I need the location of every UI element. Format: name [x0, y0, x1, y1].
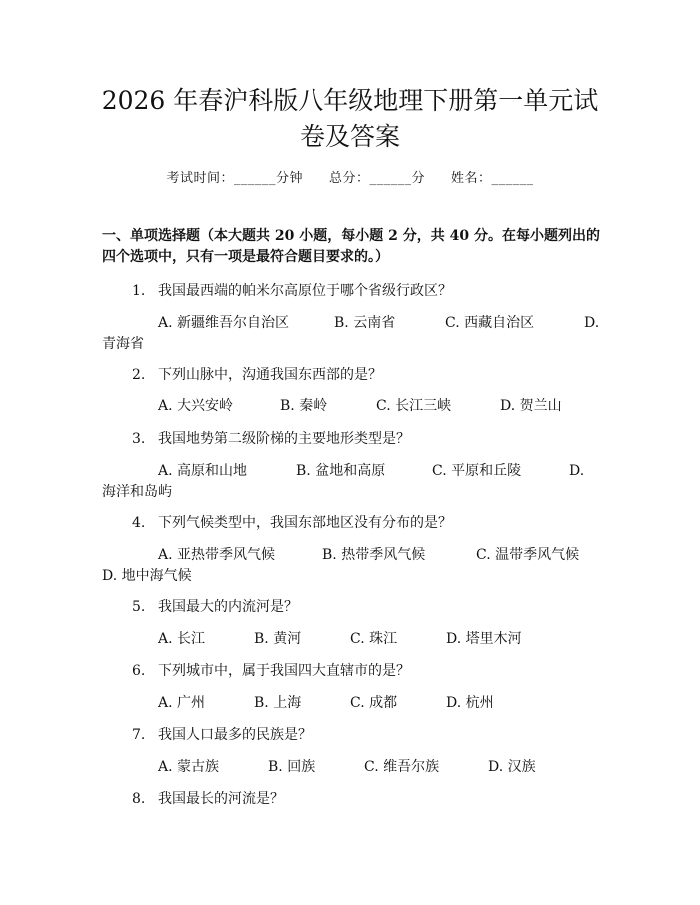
page-title-continued: 卷及答案 [299, 122, 400, 151]
option-b: B. 热带季风气候 [322, 547, 426, 563]
question-text: 下列气候类型中，我国东部地区没有分布的是？ [158, 515, 452, 531]
option-b: B. 盆地和高原 [296, 463, 386, 479]
page-title: 2026 年春沪科版八年级地理下册第一单元试 [101, 86, 599, 115]
option-c: C. 维吾尔族 [364, 759, 440, 775]
option-c: C. 温带季风气候 [476, 547, 580, 563]
option-b: B. 秦岭 [280, 398, 328, 414]
student-name-field: 姓名：______ [451, 171, 534, 186]
question [132, 366, 382, 384]
option-a: A. 蒙古族 [158, 759, 220, 775]
option-wrap-text: 海洋和岛屿 [102, 484, 172, 500]
question-text: 下列山脉中，沟通我国东西部的是？ [158, 367, 382, 383]
option-a: A. 新疆维吾尔自治区 [158, 315, 290, 331]
exam-time-field: 考试时间：______分钟 [166, 171, 303, 186]
question-number: 8. [132, 791, 146, 807]
question-text: 我国地势第二级阶梯的主要地形类型是？ [158, 431, 410, 447]
question-text: 下列城市中，属于我国四大直辖市的是？ [158, 663, 410, 679]
option-wrap-text: D. 地中海气候 [102, 568, 192, 584]
question-text: 我国人口最多的民族是？ [158, 727, 312, 743]
option-c: C. 长江三峡 [376, 398, 452, 414]
question-text: 我国最长的河流是？ [158, 791, 284, 807]
question [132, 430, 410, 448]
option-c: C. 西藏自治区 [445, 315, 535, 331]
option-d: D. 汉族 [488, 759, 536, 775]
question-number: 6. [132, 663, 146, 679]
question-number: 4. [132, 515, 146, 531]
option-d: D. [569, 463, 585, 479]
exam-meta [0, 170, 700, 188]
option-c: C. 平原和丘陵 [432, 463, 522, 479]
section-heading: 一、单项选择题（本大题共 20 小题，每小题 2 分，共 40 分。在每小题列出的四个选项中，只有一项是最符合题目要求的。） [102, 228, 600, 265]
question-number: 3. [132, 431, 146, 447]
option-a: A. 广州 [158, 695, 206, 711]
option-a: A. 大兴安岭 [158, 398, 234, 414]
option-wrap-text: 青海省 [102, 336, 144, 352]
total-score-field: 总分：______分 [328, 171, 425, 186]
option-b: B. 上海 [254, 695, 302, 711]
option-c: C. 珠江 [350, 631, 398, 647]
option-d: D. 塔里木河 [446, 631, 522, 647]
option-b: B. 黄河 [254, 631, 302, 647]
question-number: 1. [132, 283, 146, 299]
option-a: A. 高原和山地 [158, 463, 248, 479]
question [132, 514, 452, 532]
option-a: A. 亚热带季风气候 [158, 547, 276, 563]
option-d: D. [584, 315, 600, 331]
question-text: 我国最西端的帕米尔高原位于哪个省级行政区？ [158, 283, 452, 299]
question [132, 282, 452, 300]
question [132, 662, 410, 680]
question [132, 790, 284, 808]
option-b: B. 云南省 [334, 315, 396, 331]
question-number: 7. [132, 727, 146, 743]
question-text: 我国最大的内流河是？ [158, 599, 298, 615]
option-b: B. 回族 [268, 759, 316, 775]
question [132, 726, 312, 744]
option-d: D. 杭州 [446, 695, 494, 711]
question-number: 5. [132, 599, 146, 615]
question [132, 598, 298, 616]
question-number: 2. [132, 367, 146, 383]
option-c: C. 成都 [350, 695, 398, 711]
option-d: D. 贺兰山 [500, 398, 562, 414]
option-a: A. 长江 [158, 631, 206, 647]
